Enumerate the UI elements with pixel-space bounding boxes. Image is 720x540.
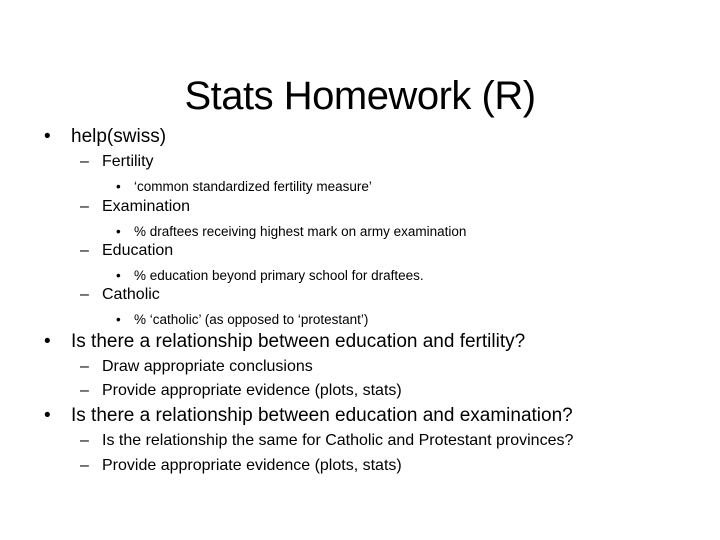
dash-icon: – xyxy=(80,153,89,170)
bullet-icon: • xyxy=(44,405,51,426)
dash-icon: – xyxy=(80,432,89,449)
dash-icon: – xyxy=(80,358,89,375)
bullet-icon: • xyxy=(116,179,121,194)
bullet-text: Is the relationship the same for Catholic and Protestant provinces? xyxy=(102,432,574,449)
dash-icon: – xyxy=(80,286,89,303)
bullet-text: ‘common standardized fertility measure’ xyxy=(134,179,372,194)
bullet-text: Provide appropriate evidence (plots, stats) xyxy=(102,457,402,474)
bullet-text: Examination xyxy=(102,198,191,215)
dash-icon: – xyxy=(80,382,89,399)
bullet-text: Is there a relationship between education and examination? xyxy=(71,405,573,426)
bullet-text: help(swiss) xyxy=(71,126,167,147)
slide-title: Stats Homework (R) xyxy=(184,73,536,118)
bullet-text: % ‘catholic’ (as opposed to ‘protestant’) xyxy=(134,312,369,327)
bullet-text: % draftees receiving highest mark on army examination xyxy=(134,224,467,239)
bullet-text: Fertility xyxy=(102,153,154,170)
bullet-text: Provide appropriate evidence (plots, stats) xyxy=(102,382,402,399)
bullet-icon: • xyxy=(116,224,121,239)
bullet-icon: • xyxy=(44,331,51,352)
bullet-icon: • xyxy=(44,126,51,147)
dash-icon: – xyxy=(80,198,89,215)
dash-icon: – xyxy=(80,242,89,259)
bullet-icon: • xyxy=(116,312,121,327)
bullet-text: Catholic xyxy=(102,286,160,303)
bullet-text: % education beyond primary school for draftees. xyxy=(134,268,424,283)
bullet-text: Education xyxy=(102,242,174,259)
bullet-text: Draw appropriate conclusions xyxy=(102,358,313,375)
bullet-icon: • xyxy=(116,268,121,283)
bullet-text: Is there a relationship between education and fertility? xyxy=(71,331,526,352)
dash-icon: – xyxy=(80,457,89,474)
